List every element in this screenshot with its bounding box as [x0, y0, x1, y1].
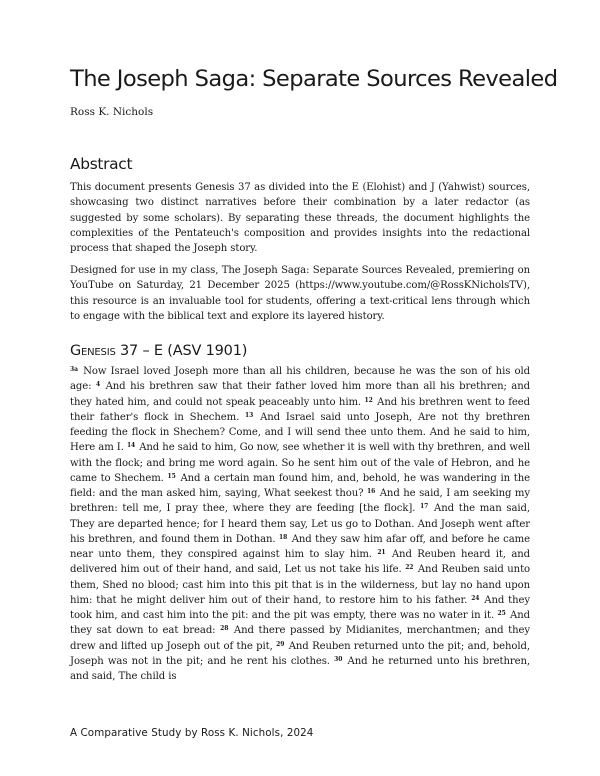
verse-text: And the man said, They are departed hence; for I heard them say, Let us go to Dothan. And Joseph went after his brethren, and found them in Dothan. — [70, 503, 530, 545]
section-heading — [70, 343, 247, 359]
verse-text: And they saw him afar off, and before he came near unto them, they conspired against him to slay him. — [70, 533, 530, 560]
abstract-paragraph-1: This document presents Genesis 37 as divided into the E (Elohist) and J (Yahwist) sources, showcasing two distinct narratives before their combination by a later redactor (as suggested by some scholars). By separating these threads, the document highlights the complexities of the Pentateuch's composition and provides insights into the redactional process that shaped the Joseph story. — [70, 182, 530, 255]
verse-number: 22 — [405, 564, 414, 572]
verse-number: 16 — [367, 488, 376, 495]
verse-text: And his brethren went to feed their father's flock in Shechem. — [70, 396, 530, 423]
verse-text: And they sat down to eat bread: — [70, 610, 530, 637]
verse-text: And there passed by Midianites, merchantmen; and they drew and lifted up Joseph out of the pit, — [70, 625, 530, 652]
verse-text: And Reuben said unto them, Shed no blood; cast him into this pit that is in the wilderness, but lay no hand upon him: that he might deliver him out of their hand, to restore him to his father. — [70, 564, 531, 606]
section-heading-book: Genesis — [70, 343, 116, 359]
page-footer: A Comparative Study by Ross K. Nichols, 2024 — [70, 727, 314, 739]
verse-number: 15 — [167, 472, 176, 480]
verse-number: 3a — [70, 366, 78, 373]
verse-text: Now Israel loved Joseph more than all his children, because he was the son of his old age: — [70, 366, 530, 393]
verse-number: 4 — [95, 381, 101, 389]
verse-number: 18 — [279, 533, 288, 541]
section-heading-rest: 37 – E (ASV 1901) — [115, 343, 248, 359]
scripture-text — [70, 364, 531, 682]
author-name: Ross K. Nichols — [70, 106, 154, 118]
verse-text: And Israel said unto Joseph, Are not thy brethren feeding the flock in Shechem? Come, and I will send thee unto them. And he said to him, Here am I. — [70, 411, 530, 454]
verse-text: And Reuben returned unto the pit; and, behold, Joseph was not in the pit; and he rent his clothes. — [70, 640, 531, 667]
abstract-heading: Abstract — [70, 155, 133, 173]
verse-number: 25 — [497, 610, 506, 617]
verse-number: 24 — [471, 594, 480, 602]
verse-number: 14 — [126, 442, 136, 450]
verse-text: And he said to him, Go now, see whether it is well with thy brethren, and well with the flock; and bring me word again. So he sent him out of the vale of Hebron, and he came to Shechem. — [70, 442, 531, 484]
abstract-paragraph-2: Designed for use in my class, The Joseph Saga: Separate Sources Revealed, premiering on YouTube on Saturday, 21 December 2025 (https://www.youtube.com/@RossKNicholsTV), this resource is an invaluable tool for students, offering a text-critical lens through which to engage with the biblical text and explore its layered history. — [70, 265, 530, 322]
verse-text: And he said, I am seeking my brethren: tell me, I pray thee, where they are feeding [the flock]. — [70, 488, 530, 515]
verse-number: 28 — [220, 625, 229, 633]
verse-text: And a certain man found him, and, behold, he was wandering in the field: and the man asked him, saying, What seekest thou? — [70, 472, 530, 499]
document-title: The Joseph Saga: Separate Sources Revealed — [70, 66, 558, 92]
verse-number: 21 — [377, 549, 386, 556]
verse-text: And he returned unto his brethren, and said, The child is — [70, 655, 531, 682]
verse-text: And Reuben heard it, and delivered him out of their hand, and said, Let us not take his life. — [70, 549, 530, 576]
verse-text: And his brethren saw that their father loved him more than all his brethren; and they hated him, and could not speak peaceably unto him. — [70, 381, 530, 408]
verse-number: 17 — [420, 503, 429, 511]
verse-number: 13 — [245, 411, 254, 419]
verse-number: 29 — [276, 640, 285, 648]
verse-text: And they took him, and cast him into the pit: and the pit was empty, there was no water in it. — [70, 594, 530, 621]
verse-number: 12 — [364, 396, 373, 404]
verse-number: 30 — [334, 655, 343, 663]
